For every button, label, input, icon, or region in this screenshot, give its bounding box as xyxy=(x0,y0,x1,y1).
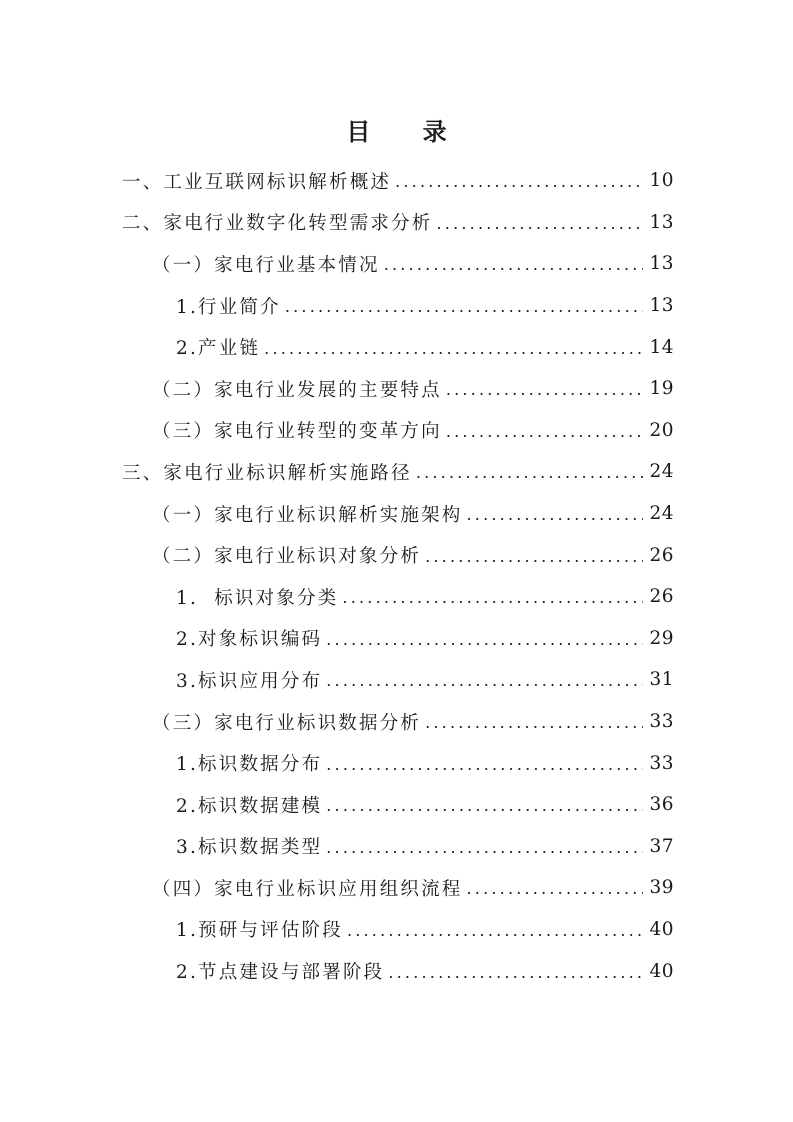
toc-entry-page: 13 xyxy=(649,295,674,317)
toc-entry-page: 10 xyxy=(649,170,674,192)
toc-dot-leader xyxy=(326,838,643,857)
toc-entry-label: （一）家电行业基本情况 xyxy=(152,254,380,276)
toc-dot-leader xyxy=(467,879,644,898)
toc-entry-label: 1.预研与评估阶段 xyxy=(176,920,343,942)
toc-entry[interactable] xyxy=(0,243,793,285)
toc-entry-label: 3.标识应用分布 xyxy=(176,670,323,692)
toc-entry[interactable] xyxy=(0,576,793,618)
toc-entry-page: 13 xyxy=(649,253,674,275)
toc-dot-leader xyxy=(326,630,643,649)
toc-entry[interactable] xyxy=(0,160,793,202)
toc-entry[interactable] xyxy=(0,826,793,868)
toc-entry-page: 29 xyxy=(649,627,674,649)
toc-entry[interactable] xyxy=(0,784,793,826)
toc-entry[interactable] xyxy=(0,534,793,576)
toc-entry[interactable] xyxy=(0,202,793,244)
toc-dot-leader xyxy=(416,463,644,482)
toc-entry-page: 13 xyxy=(649,211,674,233)
toc-entry[interactable] xyxy=(0,618,793,660)
toc-entry-label: （二）家电行业标识对象分析 xyxy=(152,546,422,568)
toc-entry-page: 31 xyxy=(649,669,674,691)
toc-entry[interactable] xyxy=(0,950,793,992)
toc-dot-leader xyxy=(326,755,643,774)
toc-entry-page: 24 xyxy=(649,461,674,483)
toc-dot-leader xyxy=(384,255,644,274)
toc-entry[interactable] xyxy=(0,867,793,909)
toc-entry-page: 40 xyxy=(649,918,674,940)
toc-dot-leader xyxy=(446,422,644,441)
toc-entry-label: 一、工业互联网标识解析概述 xyxy=(122,171,392,193)
toc-dot-leader xyxy=(437,214,644,233)
toc-entry-page: 33 xyxy=(649,711,674,733)
toc-entry-page: 20 xyxy=(649,419,674,441)
toc-entry-label: 2.产业链 xyxy=(176,338,261,360)
toc-dot-leader xyxy=(342,588,643,607)
toc-entry[interactable] xyxy=(0,493,793,535)
toc-entry[interactable] xyxy=(0,285,793,327)
toc-dot-leader xyxy=(395,172,643,191)
toc-entry[interactable] xyxy=(0,410,793,452)
toc-entry-page: 36 xyxy=(649,794,674,816)
toc-dot-leader xyxy=(264,339,643,358)
toc-entry-label: 三、家电行业标识解析实施路径 xyxy=(122,462,412,484)
toc-entry[interactable] xyxy=(0,659,793,701)
toc-entry-label: 2.节点建设与部署阶段 xyxy=(176,962,385,984)
toc-entry-label: （二）家电行业发展的主要特点 xyxy=(152,379,442,401)
toc-entry-label: 3.标识数据类型 xyxy=(176,837,323,859)
toc-dot-leader xyxy=(326,796,643,815)
toc-entry-label: 二、家电行业数字化转型需求分析 xyxy=(122,213,433,235)
toc-dot-leader xyxy=(446,380,644,399)
toc-entry[interactable] xyxy=(0,326,793,368)
toc-entry-label: （三）家电行业转型的变革方向 xyxy=(152,421,442,443)
toc-entry-page: 39 xyxy=(649,877,674,899)
toc-entry-page: 26 xyxy=(649,586,674,608)
toc-entry-page: 40 xyxy=(649,960,674,982)
toc-entry-page: 33 xyxy=(649,752,674,774)
toc-list xyxy=(0,160,793,992)
toc-entry-page: 14 xyxy=(649,336,674,358)
toc-entry[interactable] xyxy=(0,368,793,410)
toc-dot-leader xyxy=(285,297,644,316)
toc-entry-label: （一）家电行业标识解析实施架构 xyxy=(152,504,463,526)
toc-entry-page: 24 xyxy=(649,503,674,525)
toc-dot-leader xyxy=(467,505,644,524)
toc-entry-label: 1.标识数据分布 xyxy=(176,754,323,776)
toc-dot-leader xyxy=(425,547,643,566)
toc-entry-label: 2.标识数据建模 xyxy=(176,795,323,817)
toc-dot-leader xyxy=(347,921,644,940)
toc-entry[interactable] xyxy=(0,909,793,951)
toc-entry-label: 1. 标识对象分类 xyxy=(176,587,339,609)
toc-entry-page: 19 xyxy=(649,378,674,400)
toc-entry[interactable] xyxy=(0,742,793,784)
toc-entry-label: 1.行业简介 xyxy=(176,296,281,318)
toc-title: 目 录 xyxy=(346,118,469,147)
toc-dot-leader xyxy=(388,963,643,982)
toc-dot-leader xyxy=(326,671,643,690)
toc-entry-page: 37 xyxy=(649,835,674,857)
toc-dot-leader xyxy=(425,713,643,732)
toc-entry-label: （四）家电行业标识应用组织流程 xyxy=(152,878,463,900)
toc-entry[interactable] xyxy=(0,451,793,493)
toc-entry-page: 26 xyxy=(649,544,674,566)
toc-entry-label: 2.对象标识编码 xyxy=(176,629,323,651)
toc-entry-label: （三）家电行业标识数据分析 xyxy=(152,712,422,734)
toc-entry[interactable] xyxy=(0,701,793,743)
